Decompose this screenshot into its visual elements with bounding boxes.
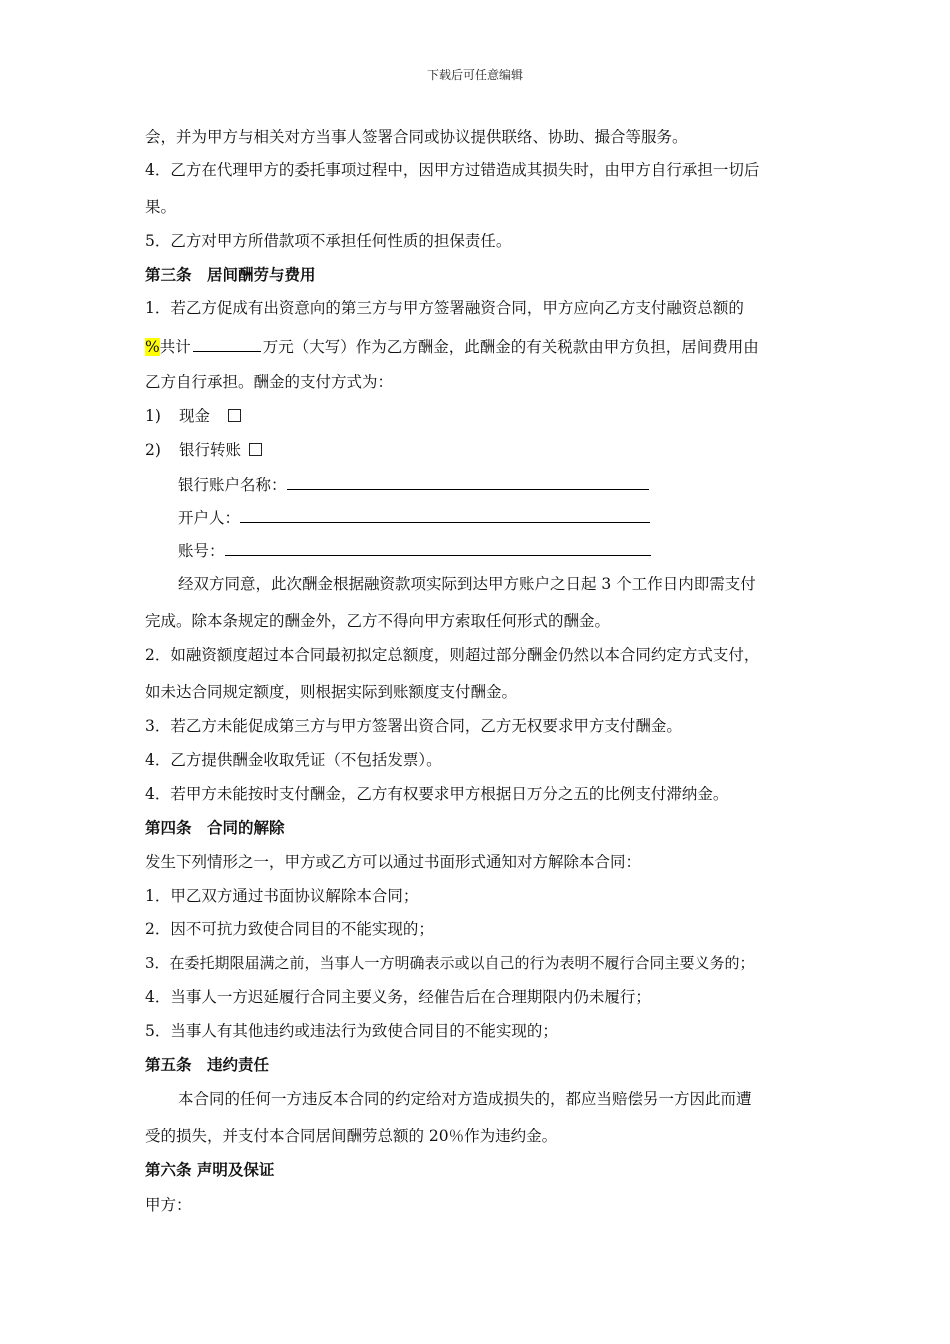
clause-item: 2．因不可抗力致使合同目的不能实现的； xyxy=(145,920,434,938)
paragraph-line: 经双方同意，此次酬金根据融资款项实际到达甲方账户之日起 3 个工作日内即需支付 xyxy=(178,575,756,593)
account-holder-field[interactable] xyxy=(240,508,650,523)
amount-blank[interactable] xyxy=(193,334,261,352)
payment-option-bank xyxy=(145,439,262,461)
paragraph-line: 受的损失，并支付本合同居间酬劳总额的 20％作为违约金。 xyxy=(145,1127,558,1145)
clause-item: 2．如融资额度超过本合同最初拟定总额度，则超过部分酬金仍然以本合同约定方式支付， xyxy=(145,646,760,664)
clause-item: 4．乙方提供酬金收取凭证（不包括发票）。 xyxy=(145,751,442,769)
article-4-heading: 第四条 合同的解除 xyxy=(145,818,285,837)
bank-transfer-checkbox[interactable] xyxy=(249,443,262,456)
clause-item: 1．若乙方促成有出资意向的第三方与甲方签署融资合同，甲方应向乙方支付融资总额的 xyxy=(145,299,744,317)
clause-item: 3．在委托期限届满之前，当事人一方明确表示或以自己的行为表明不履行合同主要义务的； xyxy=(145,954,755,972)
payment-option-cash xyxy=(145,405,241,427)
article-3-heading: 第三条 居间酬劳与费用 xyxy=(145,265,316,284)
account-number-field[interactable] xyxy=(225,541,651,556)
paragraph-line: 乙方自行承担。酬金的支付方式为： xyxy=(145,373,394,391)
clause-item: 4．乙方在代理甲方的委托事项过程中，因甲方过错造成其损失时，由甲方自行承担一切后 xyxy=(145,161,760,179)
field-label: 银行账户名称： xyxy=(178,476,287,494)
paragraph-line: 发生下列情形之一，甲方或乙方可以通过书面形式通知对方解除本合同： xyxy=(145,853,642,871)
option-number: 1) xyxy=(145,407,161,425)
cash-checkbox[interactable] xyxy=(228,409,241,422)
clause-item: 5．当事人有其他违约或违法行为致使合同目的不能实现的； xyxy=(145,1022,558,1040)
bank-account-name-row xyxy=(178,474,649,496)
field-label: 开户人： xyxy=(178,509,241,527)
highlighted-percent: % xyxy=(145,338,160,356)
paragraph-line: 如未达合同规定额度，则根据实际到账额度支付酬金。 xyxy=(145,683,518,701)
paragraph-line: 果。 xyxy=(145,198,177,216)
bank-account-name-field[interactable] xyxy=(287,475,649,490)
account-number-row xyxy=(178,540,651,562)
option-number: 2) xyxy=(145,441,161,459)
option-label: 现金 xyxy=(179,407,211,425)
clause-item: 3．若乙方未能促成第三方与甲方签署出资合同，乙方无权要求甲方支付酬金。 xyxy=(145,717,682,735)
clause-item: 4．若甲方未能按时支付酬金，乙方有权要求甲方根据日万分之五的比例支付滞纳金。 xyxy=(145,785,729,803)
account-holder-row xyxy=(178,507,650,529)
clause-item: 1．甲乙双方通过书面协议解除本合同； xyxy=(145,887,419,905)
clause-item: 4．当事人一方迟延履行合同主要义务，经催告后在合理期限内仍未履行； xyxy=(145,988,651,1006)
paragraph-line: 本合同的任何一方违反本合同的约定给对方造成损失的，都应当赔偿另一方因此而遭 xyxy=(178,1090,752,1108)
clause-item: 5．乙方对甲方所借款项不承担任何性质的担保责任。 xyxy=(145,232,512,250)
text-span: 万元（大写）作为乙方酬金，此酬金的有关税款由甲方负担，居间费用由 xyxy=(262,338,759,356)
text-span: 共计 xyxy=(159,338,191,356)
paragraph-line: 完成。除本条规定的酬金外，乙方不得向甲方索取任何形式的酬金。 xyxy=(145,612,611,630)
party-a-label: 甲方： xyxy=(145,1196,192,1214)
article-5-heading: 第五条 违约责任 xyxy=(145,1055,270,1074)
paragraph-line xyxy=(145,334,759,358)
page-header: 下载后可任意编辑 xyxy=(426,68,523,82)
article-6-heading: 第六条 声明及保证 xyxy=(145,1160,275,1179)
option-label: 银行转账 xyxy=(179,441,242,459)
field-label: 账号： xyxy=(178,542,225,560)
paragraph-line: 会，并为甲方与相关对方当事人签署合同或协议提供联络、协助、撮合等服务。 xyxy=(145,128,688,146)
